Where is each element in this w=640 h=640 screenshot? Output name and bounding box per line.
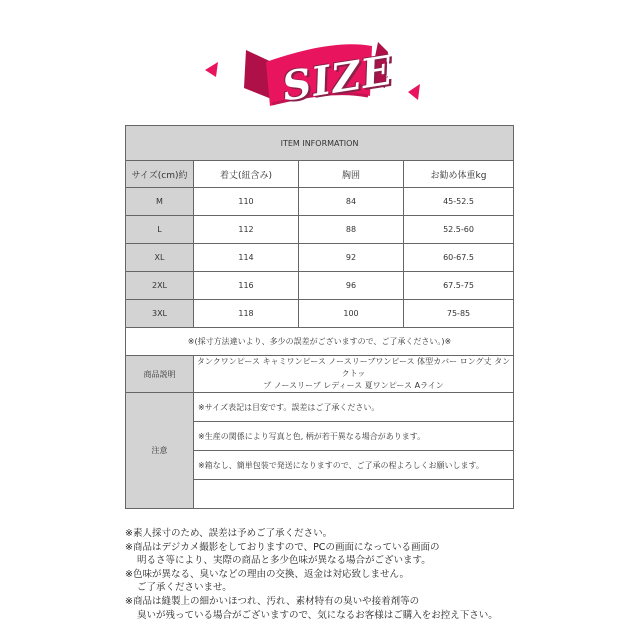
header-size: サイズ(cm)約	[126, 161, 194, 188]
length-cell: 114	[194, 244, 299, 272]
table-row	[126, 188, 514, 216]
header-chest: 胸囲	[299, 161, 404, 188]
measurement-note: ※(採寸方法違いより、多少の誤差がございますので、ご了承ください。)※	[126, 328, 514, 356]
note-item: ※サイズ表記は目安です。誤差はご了承ください。	[194, 393, 514, 422]
notes-label: 注意	[126, 393, 194, 509]
length-cell: 110	[194, 188, 299, 216]
note-item: ※生産の関係により写真と色, 柄が若干異なる場合があります。	[194, 422, 514, 451]
weight-cell: 60-67.5	[404, 244, 514, 272]
description-line-2: プ ノースリーブ レディース 夏ワンピース Aライン	[263, 381, 444, 390]
table-row	[126, 216, 514, 244]
header-length: 着丈(紐含み)	[194, 161, 299, 188]
size-cell: M	[126, 188, 194, 216]
footer-line: ご了承くださいませ。	[137, 582, 232, 594]
chest-cell: 100	[299, 300, 404, 328]
table-row	[126, 244, 514, 272]
left-small-triangle	[205, 62, 218, 77]
weight-cell: 75-85	[404, 300, 514, 328]
chest-cell: 84	[299, 188, 404, 216]
table-title: ITEM INFORMATION	[126, 126, 514, 161]
chest-cell: 96	[299, 272, 404, 300]
footer-notes	[125, 527, 525, 622]
size-cell: XL	[126, 244, 194, 272]
header-weight: お勧め体重kg	[404, 161, 514, 188]
footer-line: ※素人採寸のため、誤差は予めご了承ください。	[125, 528, 333, 539]
weight-cell: 52.5-60	[404, 216, 514, 244]
size-cell: 2XL	[126, 272, 194, 300]
note-item-empty	[194, 480, 514, 509]
size-cell: L	[126, 216, 194, 244]
footer-line: ※商品はデジカメ撮影をしておりますので、PCの画面になっている画面の	[125, 541, 440, 553]
table-row	[126, 272, 514, 300]
chest-cell: 88	[299, 216, 404, 244]
length-cell: 116	[194, 272, 299, 300]
size-banner	[0, 0, 640, 120]
note-item: ※箱なし、簡単包装で発送になりますので、ご了承の程よろしくお願いします。	[194, 451, 514, 480]
footer-line: ※商品は縫製上の細かいほつれ、汚れ、素材特有の臭いや接着剤等の	[125, 595, 420, 607]
banner-title: SIZE	[278, 46, 397, 111]
weight-cell: 45-52.5	[404, 188, 514, 216]
table-row	[126, 300, 514, 328]
size-table	[125, 125, 514, 509]
right-small-triangle	[408, 84, 420, 100]
description-text	[194, 356, 514, 393]
description-line-1: タンクワンピース キャミワンピース ノースリーブワンピース 体型カバー ロング丈 タンクトッ	[196, 357, 511, 378]
size-cell: 3XL	[126, 300, 194, 328]
length-cell: 112	[194, 216, 299, 244]
footer-line: 臭いが残っている場合がございますので、気になるお客様はご購入をお控え下さい。	[137, 609, 498, 621]
description-label: 商品説明	[126, 356, 194, 393]
weight-cell: 67.5-75	[404, 272, 514, 300]
chest-cell: 92	[299, 244, 404, 272]
footer-line: 明るさ等により、実際の商品と多少色味が異なる場合がございます。	[137, 555, 431, 567]
length-cell: 118	[194, 300, 299, 328]
footer-line: ※色味が異なる、臭いなどの理由の交換、返金は対応致しません。	[125, 568, 410, 580]
